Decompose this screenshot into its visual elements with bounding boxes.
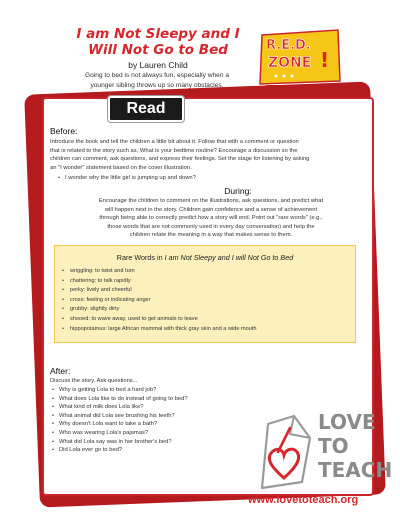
title-line-2: Will Not Go to Bed	[88, 42, 228, 58]
to-text: TO	[318, 434, 349, 458]
page-title	[58, 26, 258, 58]
rare-title-book: I am Not Sleepy and I will Not Go to Bed	[164, 253, 294, 262]
logo-bang: !	[320, 48, 330, 72]
after-heading: After:	[50, 366, 71, 376]
intro-line: Going to bed is not always fun, especially when a	[84, 72, 230, 79]
during-line: Encourage the children to comment on the illustrations, ask questions, and predict what	[98, 198, 324, 204]
during-line: children relate the meaning in a way that makes sense to them.	[129, 232, 293, 239]
list-item: • hippopotamus: large African mammal with thick gray skin and a wide mouth	[62, 325, 257, 335]
after-questions	[52, 386, 188, 455]
list-item: • grubby: slightly dirty	[62, 305, 257, 315]
author: by Lauren Child	[128, 60, 188, 70]
logo-red: R.E.D.	[266, 38, 311, 53]
list-item: • perky: lively and cheerful	[62, 286, 257, 296]
list-item: • chattering: to talk rapidly	[62, 277, 257, 287]
before-text	[50, 138, 360, 172]
logo-zone: ZONE	[268, 55, 312, 71]
love-text: LOVE	[318, 410, 376, 434]
list-item: • shooed: to wave away, used to get animals to leave	[62, 315, 257, 325]
read-badge: Read	[108, 96, 184, 122]
before-line: that is related to the story such as, What is your bedtime routine? Encourage a discussion so the	[50, 147, 298, 154]
intro-line: younger sibling throws up so many obstacles.	[90, 81, 224, 89]
list-item: • Why is getting Lola to bed a hard job?	[52, 386, 188, 395]
during-line: through being able to correctly predict how a story will end. Point out "rare words" (e.g.,	[99, 215, 323, 222]
list-item: • wriggling: to twist and turn	[62, 267, 257, 277]
before-line: Introduce the book and tell the children a little bit about it. Follow that with a comment or question	[50, 139, 299, 145]
document-heart-icon	[254, 408, 316, 492]
rare-words-list	[62, 267, 257, 334]
list-item: • I wonder why the little girl is jumping up and down?	[58, 174, 196, 183]
rare-title-prefix: Rare Words in	[116, 253, 165, 262]
rare-words-title	[55, 253, 355, 262]
during-heading: During:	[224, 186, 252, 196]
teach-text: TEACH	[318, 458, 393, 482]
list-item: • What did Lola say was in her brother's bed?	[52, 438, 188, 447]
before-bullets	[58, 174, 196, 183]
list-item: • Why doesn't Lola want to take a bath?	[52, 420, 188, 429]
list-item: • Did Lola ever go to bed?	[52, 446, 188, 455]
title-line-1: I am Not Sleepy and I	[76, 26, 240, 42]
list-item: • What does Lola like to do instead of going to bed?	[52, 395, 188, 404]
before-line: children can comment, ask questions, and express their feelings. Set the stage for listening by asking	[50, 156, 310, 163]
during-text	[66, 197, 356, 240]
list-item: • What kind of milk does Lola like?	[52, 403, 188, 412]
after-intro: Discuss the story. Ask questions...	[50, 378, 138, 384]
during-line: will happen next in the story. Children gain confidence and a sense of achievement	[104, 206, 318, 213]
rare-words-box	[54, 245, 356, 343]
during-line: those words that are not commonly used in every day conversation) and help the	[107, 223, 315, 230]
before-line: an "I wonder" statement based on the cover illustration.	[50, 164, 192, 171]
list-item: • cross: feeling or indicating anger	[62, 296, 257, 306]
list-item: • What animal did Lola see brushing his teeth?	[52, 412, 188, 421]
list-item: • Who was wearing Lola's pajamas?	[52, 429, 188, 438]
website-link[interactable]: www.lovetoteach.org	[248, 494, 359, 506]
before-heading: Before:	[50, 126, 78, 136]
